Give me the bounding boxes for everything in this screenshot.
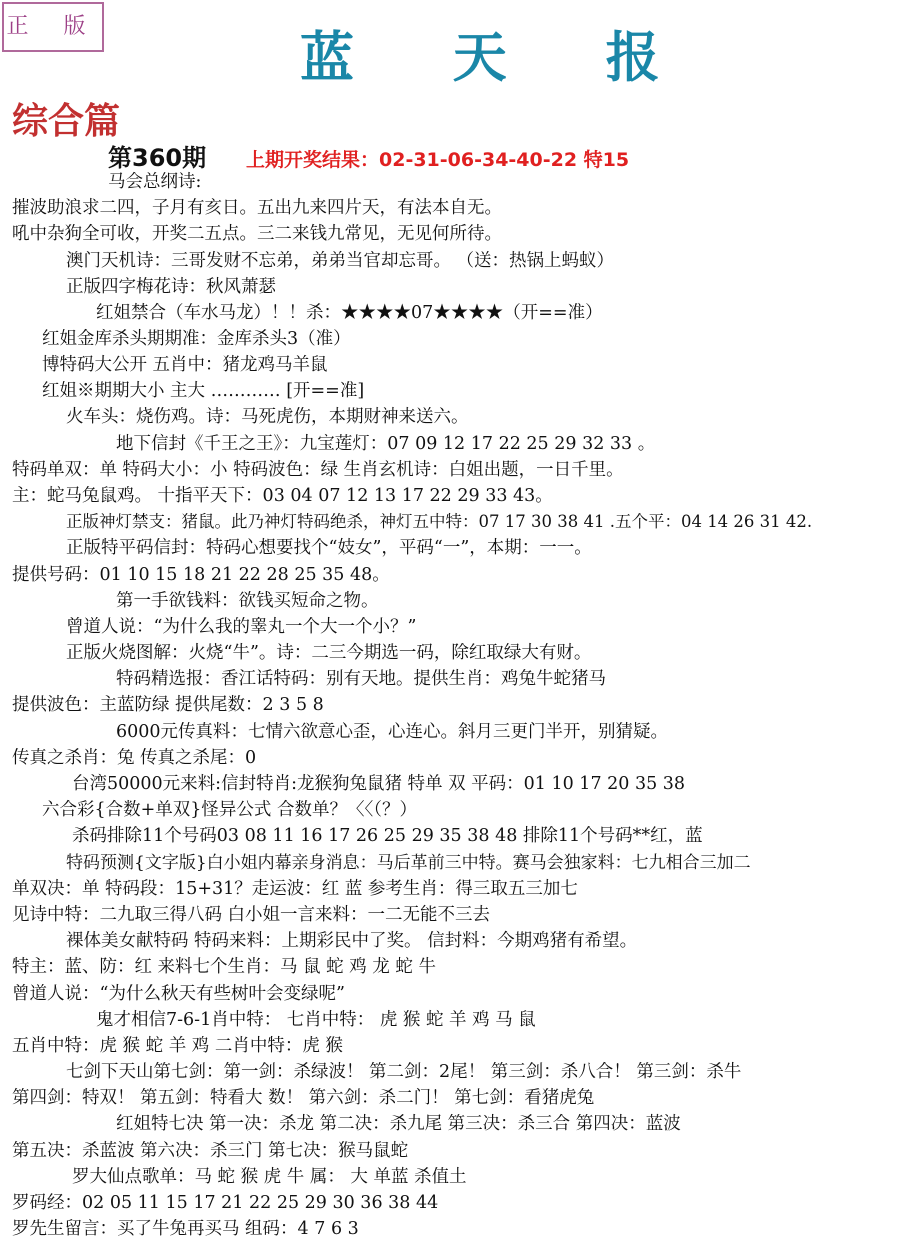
text-line: 第一手欲钱料：欲钱买短命之物。 [116, 591, 379, 611]
text-line: 罗先生留言：买了牛兔再买马 组码：4 7 6 3 [12, 1219, 359, 1239]
text-line: 六合彩{合数+单双}怪异公式 合数单？〈〈（？） [42, 800, 417, 820]
text-line: 见诗中特：二九取三得八码 白小姐一言来料：一二无能不三去 [12, 905, 491, 925]
text-line: 特主：蓝、防：红 来料七个生肖：马 鼠 蛇 鸡 龙 蛇 牛 [12, 957, 436, 977]
text-line: 主：蛇马兔鼠鸡。 十指平天下：03 04 07 12 13 17 22 29 33 43。 [12, 486, 553, 506]
text-line: 鬼才相信7-6-1肖中特： 七肖中特： 虎 猴 蛇 羊 鸡 马 鼠 [96, 1010, 536, 1030]
text-line: 提供号码：01 10 15 18 21 22 28 25 35 48。 [12, 565, 390, 585]
text-line: 红姐金库杀头期期准：金库杀头3（准） [42, 329, 351, 349]
text-line: 罗码经：02 05 11 15 17 21 22 25 29 30 36 38 44 [12, 1193, 439, 1213]
text-line: 地下信封《千王之王》：九宝莲灯：07 09 12 17 22 25 29 32 33 。 [116, 434, 656, 454]
text-line: 特码预测{文字版}白小姐内幕亲身消息：马后革前三中特。赛马会独家料：七九相合三加二 [66, 853, 751, 873]
text-line: 摧波助浪求二四，子月有亥日。五出九来四片天，有法本自无。 [12, 198, 502, 218]
newspaper-title: 蓝 天 报 [300, 25, 700, 89]
last-draw-result: 上期开奖结果：02-31-06-34-40-22 特15 [246, 149, 630, 171]
text-line: 第四剑：特双！ 第五剑：特看大 数！ 第六剑：杀二门！ 第七剑：看猪虎兔 [12, 1088, 595, 1108]
section-heading: 综合篇 [12, 100, 121, 142]
text-line: 特码精选报：香江话特码：别有天地。提供生肖：鸡兔牛蛇猪马 [116, 669, 606, 689]
text-line: 第五决：杀蓝波 第六决：杀三门 第七决：猴马鼠蛇 [12, 1141, 409, 1161]
text-line: 正版特平码信封：特码心想要找个“妓女”，平码“一”，本期：一一。 [66, 538, 592, 558]
text-line: 裸体美女献特码 特码来料：上期彩民中了奖。 信封料：今期鸡猪有希望。 [66, 931, 638, 951]
text-line: 6000元传真料：七情六欲意心歪，心连心。斜月三更门半开，别猜疑。 [116, 722, 669, 742]
text-line: 杀码排除11个号码03 08 11 16 17 26 25 29 35 38 48 排除11个号码**红，蓝 [72, 826, 703, 846]
text-line: 单双决：单 特码段：15+31？走运波：红 蓝 参考生肖：得三取五三加七 [12, 879, 578, 899]
text-line: 红姐禁合（车水马龙）！！杀：★★★★07★★★★（开==准） [96, 303, 603, 323]
text-line: 红姐特七决 第一决：杀龙 第二决：杀九尾 第三决：杀三合 第四决：蓝波 [116, 1114, 681, 1134]
text-line: 马会总纲诗: [108, 172, 202, 192]
text-line: 澳门天机诗：三哥发财不忘弟，弟弟当官却忘哥。 （送：热锅上蚂蚁） [66, 251, 615, 271]
text-line: 博特码大公开 五肖中：猪龙鸡马羊鼠 [42, 355, 328, 375]
text-line: 正版火烧图解：火烧“牛”。诗：二三今期选一码，除红取绿大有财。 [66, 643, 592, 663]
text-line: 提供波色：主蓝防绿 提供尾数：2 3 5 8 [12, 695, 324, 715]
text-line: 正版神灯禁支：猪鼠。此乃神灯特码绝杀，神灯五中特：07 17 30 38 41 .五个平：04 14 26 31 42. [66, 512, 813, 531]
text-line: 火车头：烧伤鸡。诗：马死虎伤，本期财神来送六。 [66, 407, 469, 427]
text-line: 特码单双：单 特码大小：小 特码波色：绿 生肖玄机诗：白姐出题，一日千里。 [12, 460, 624, 480]
genuine-badge: 正 版 [2, 2, 104, 52]
text-line: 台湾50000元来料:信封特肖:龙猴狗兔鼠猪 特单 双 平码：01 10 17 20 35 38 [72, 774, 686, 794]
text-line: 罗大仙点歌单：马 蛇 猴 虎 牛 属： 大 单蓝 杀值土 [72, 1167, 467, 1187]
text-line: 曾道人说：“为什么秋天有些树叶会变绿呢” [12, 984, 345, 1004]
issue-number: 第360期 [108, 144, 207, 172]
text-line: 七剑下天山第七剑：第一剑：杀绿波！ 第二剑：2尾！ 第三剑：杀八合！ 第三剑：杀牛 [66, 1062, 742, 1082]
text-line: 红姐※期期大小 主大 ………… [开==准] [42, 381, 365, 401]
text-line: 传真之杀肖：兔 传真之杀尾：0 [12, 748, 257, 768]
text-line: 吼中杂狗全可收，开奖二五点。三二来钱九常见，无见何所待。 [12, 224, 502, 244]
text-line: 五肖中特：虎 猴 蛇 羊 鸡 二肖中特：虎 猴 [12, 1036, 343, 1056]
text-line: 正版四字梅花诗：秋风萧瑟 [66, 277, 276, 297]
text-line: 曾道人说：“为什么我的睾丸一个大一个小？” [66, 617, 417, 637]
